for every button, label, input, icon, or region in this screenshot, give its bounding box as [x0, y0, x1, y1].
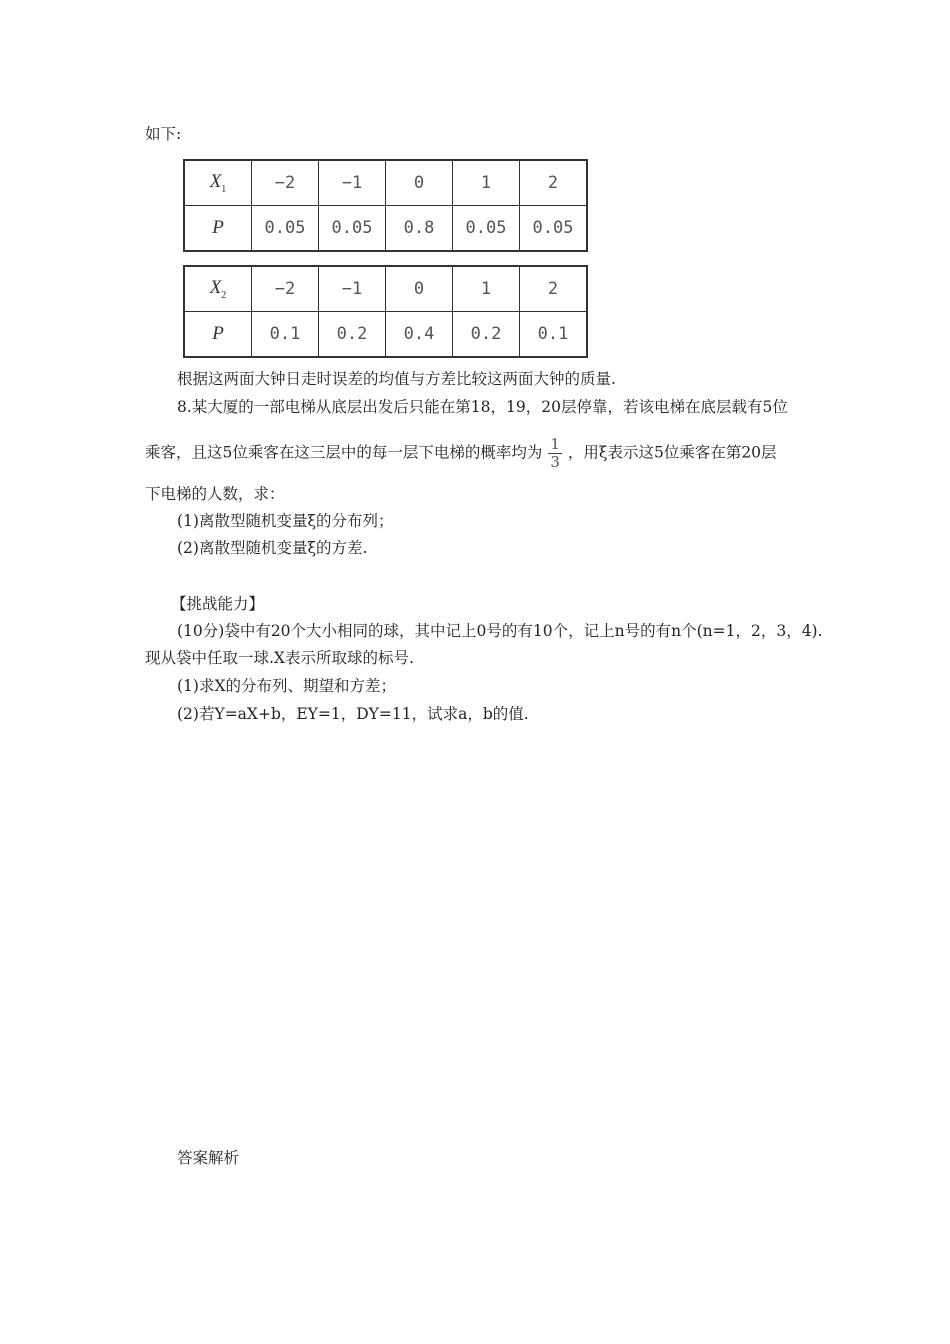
fraction-denominator: 3 [550, 453, 560, 471]
table-row-values [184, 160, 587, 206]
question8-sub2: (2)离散型随机变量ξ的方差. [177, 539, 368, 557]
distribution-table-x2 [183, 265, 588, 358]
table-cell: 1 [453, 266, 520, 312]
table-cell: 0.05 [319, 206, 386, 252]
table-cell: 0.05 [520, 206, 588, 252]
table-cell: 0.05 [252, 206, 319, 252]
question8-line3: 下电梯的人数，求： [145, 485, 285, 503]
table-header-var: $X_2$ [184, 266, 252, 312]
table-cell: −2 [252, 160, 319, 206]
table-cell: 2 [520, 266, 588, 312]
table-cell: 0 [386, 266, 453, 312]
challenge-sub2: (2)若Y=aX+b，EY=1，DY=11，试求a，b的值. [177, 705, 529, 723]
table-row-values [184, 266, 587, 312]
table-cell: 0.1 [520, 312, 588, 358]
table-cell: 1 [453, 160, 520, 206]
question8-line2-tail: ，用ξ表示这5位乘客在第20层 [567, 443, 777, 462]
table-cell: 0.2 [453, 312, 520, 358]
table-cell: −1 [319, 266, 386, 312]
question8-line2-text: 乘客，且这5位乘客在这三层中的每一层下电梯的概率均为 [145, 443, 543, 462]
challenge-line2: 现从袋中任取一球.X表示所取球的标号. [145, 649, 414, 667]
fraction-one-third [548, 436, 562, 471]
table-cell: 2 [520, 160, 588, 206]
table-cell: −2 [252, 266, 319, 312]
table-header-prob: P [184, 312, 252, 358]
distribution-table-x1 [183, 159, 588, 252]
challenge-sub1: (1)求X的分布列、期望和方差； [177, 677, 396, 695]
table-cell: 0.05 [453, 206, 520, 252]
table-cell: 0.2 [319, 312, 386, 358]
table-row-probabilities [184, 206, 587, 252]
table-cell: 0 [386, 160, 453, 206]
table-header-prob: P [184, 206, 252, 252]
table-cell: 0.1 [252, 312, 319, 358]
question8-sub1: (1)离散型随机变量ξ的分布列； [177, 512, 394, 530]
table-cell: −1 [319, 160, 386, 206]
table-header-var: $X_1$ [184, 160, 252, 206]
challenge-heading: 【挑战能力】 [171, 595, 265, 613]
fraction-numerator: 1 [550, 435, 560, 453]
intro-text: 如下: [145, 125, 182, 143]
table-cell: 0.8 [386, 206, 453, 252]
question8-line2 [145, 436, 777, 471]
answer-heading: 答案解析 [177, 1149, 240, 1167]
question8-line1: 8.某大厦的一部电梯从底层出发后只能在第18，19，20层停靠，若该电梯在底层载有5位 [177, 398, 788, 416]
challenge-line1: (10分)袋中有20个大小相同的球，其中记上0号的有10个，记上n号的有n个(n=1，2，3，4). [177, 622, 823, 640]
table-row-probabilities [184, 312, 587, 358]
table-cell: 0.4 [386, 312, 453, 358]
question7-conclusion: 根据这两面大钟日走时误差的均值与方差比较这两面大钟的质量. [177, 370, 616, 388]
